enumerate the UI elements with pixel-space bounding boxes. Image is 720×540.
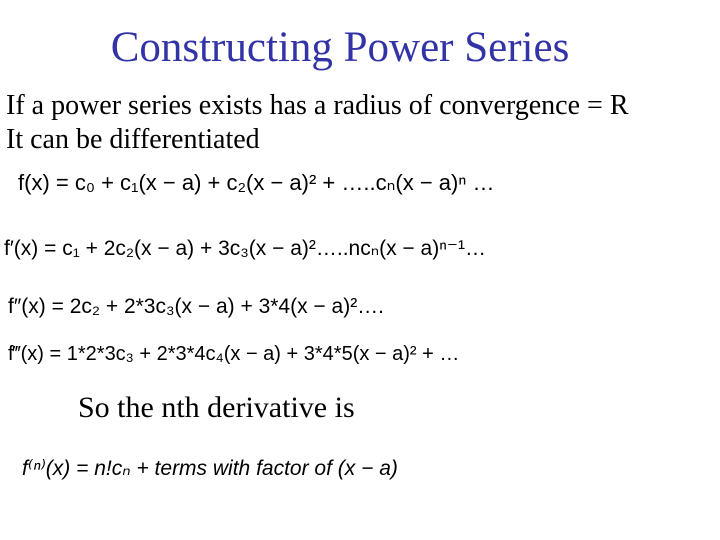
equation-f: f(x) = c₀ + c₁(x − a) + c₂(x − a)² + …..cₙ(x − a)ⁿ …: [18, 170, 495, 195]
equation-f-double-prime: f″(x) = 2c₂ + 2*3c₃(x − a) + 3*4(x − a)²….: [8, 295, 385, 318]
nth-derivative-text: So the nth derivative is: [78, 391, 355, 424]
equation-f-prime: f′(x) = c₁ + 2c₂(x − a) + 3c₃(x − a)²…..ncₙ(x − a)ⁿ⁻¹…: [4, 237, 486, 260]
intro-line-1: If a power series exists has a radius of convergence = R: [6, 90, 629, 121]
slide-title: Constructing Power Series: [110, 24, 570, 71]
equation-nth-derivative: f⁽ⁿ⁾(x) = n!cₙ + terms with factor of (x − a): [22, 457, 398, 480]
equation-f-triple-prime: f‴(x) = 1*2*3c₃ + 2*3*4c₄(x − a) + 3*4*5(x − a)² + …: [8, 343, 460, 365]
intro-line-2: It can be differentiated: [6, 124, 260, 155]
